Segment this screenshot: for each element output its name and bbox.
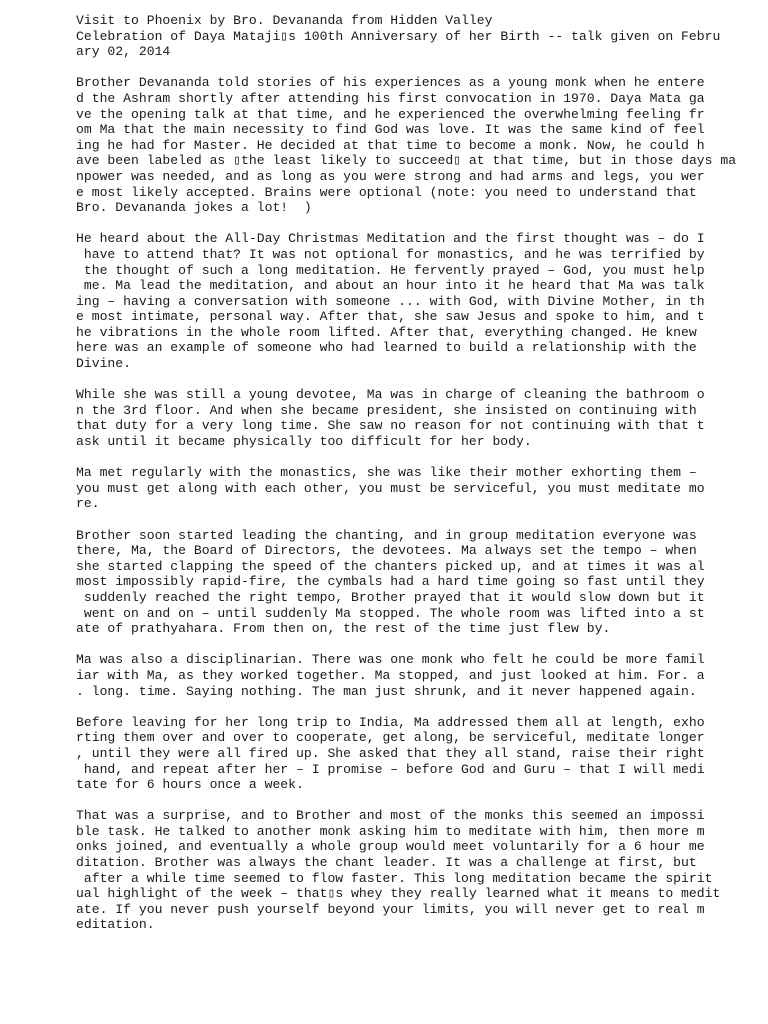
paragraph-line: you must get along with each other, you must be serviceful, you must meditate mo [76,480,705,496]
paragraph-line: . long. time. Saying nothing. The man just shrunk, and it never happened again. [76,683,697,699]
paragraph-line: ve the opening talk at that time, and he experienced the overwhelming feeling fr [76,106,705,122]
paragraph-line: e most intimate, personal way. After that, she saw Jesus and spoke to him, and t [76,309,705,325]
paragraph-line: after a while time seemed to flow faster. This long meditation became the spirit [76,870,713,886]
paragraph-line: Ma met regularly with the monastics, she was like their mother exhorting them – [76,465,697,481]
header-line: ary 02, 2014 [76,44,171,60]
paragraph-line: me. Ma lead the meditation, and about an hour into it he heard that Ma was talk [76,278,705,294]
paragraph-line: Ma was also a disciplinarian. There was one monk who felt he could be more famil [76,652,705,668]
paragraph-line: om Ma that the main necessity to find God was love. It was the same kind of feel [76,122,705,138]
paragraph-line: rting them over and over to cooperate, get along, be serviceful, meditate longer [76,730,705,746]
paragraph-line: Brother soon started leading the chanting, and in group meditation everyone was [76,527,697,543]
paragraph [76,715,756,793]
paragraph [76,528,756,637]
paragraph-line: ask until it became physically too difficult for her body. [76,434,532,450]
paragraph-line: ing – having a conversation with someone ... with God, with Divine Mother, in th [76,293,705,309]
paragraph-line: While she was still a young devotee, Ma was in charge of cleaning the bathroom o [76,387,705,403]
paragraph-line: have to attend that? It was not optional for monastics, and he was terrified by [76,246,705,262]
paragraph-line: suddenly reached the right tempo, Brother prayed that it would slow down but it [76,589,705,605]
paragraph-line: ing he had for Master. He decided at that time to become a monk. Now, he could h [76,137,705,153]
paragraph [76,465,756,512]
paragraph-line: npower was needed, and as long as you were strong and had arms and legs, you wer [76,168,705,184]
paragraph-line: d the Ashram shortly after attending his first convocation in 1970. Daya Mata ga [76,90,705,106]
paragraph-line: Brother Devananda told stories of his experiences as a young monk when he entere [76,75,705,91]
paragraph-line: there, Ma, the Board of Directors, the devotees. Ma always set the tempo – when [76,543,697,559]
document-page [76,13,756,949]
document-header [76,13,756,60]
paragraph-line: ate. If you never push yourself beyond your limits, you will never get to real m [76,901,705,917]
paragraph-line: ual highlight of the week – that▯s whey they really learned what it means to medit [76,886,721,902]
paragraph-line: hand, and repeat after her – I promise – before God and Guru – that I will medi [76,761,705,777]
paragraph-line: Divine. [76,356,132,372]
paragraph-line: the thought of such a long meditation. He fervently prayed – God, you must help [76,262,705,278]
paragraph-line: tate for 6 hours once a week. [76,777,304,793]
paragraph-line: most impossibly rapid-fire, the cymbals had a hard time going so fast until they [76,574,705,590]
paragraph-line: He heard about the All-Day Christmas Meditation and the first thought was – do I [76,231,705,247]
paragraph-line: ate of prathyahara. From then on, the rest of the time just flew by. [76,621,611,637]
paragraph [76,652,756,699]
paragraph-line: here was an example of someone who had learned to build a relationship with the [76,340,697,356]
header-line: Visit to Phoenix by Bro. Devananda from Hidden Valley [76,13,493,28]
paragraph-line: re. [76,496,100,512]
paragraph-line: went on and on – until suddenly Ma stopped. The whole room was lifted into a st [76,605,705,621]
paragraph-line: Before leaving for her long trip to India, Ma addressed them all at length, exho [76,714,705,730]
paragraph-line: ble task. He talked to another monk asking him to meditate with him, then more m [76,823,705,839]
paragraph-line: he vibrations in the whole room lifted. After that, everything changed. He knew [76,324,697,340]
paragraph-line: ave been labeled as ▯the least likely to succeed▯ at that time, but in those days ma [76,153,737,169]
paragraph-line: that duty for a very long time. She saw no reason for not continuing with that t [76,418,705,434]
paragraph-line: , until they were all fired up. She asked that they all stand, raise their right [76,745,705,761]
paragraph [76,75,756,215]
paragraph-line: e most likely accepted. Brains were optional (note: you need to understand that [76,184,697,200]
paragraph [76,808,756,933]
document-body [76,75,756,933]
paragraph-line: n the 3rd floor. And when she became president, she insisted on continuing with [76,402,697,418]
paragraph-line: That was a surprise, and to Brother and most of the monks this seemed an impossi [76,808,705,824]
paragraph-line: she started clapping the speed of the chanters picked up, and at times it was al [76,558,705,574]
paragraph-line: editation. [76,917,155,933]
paragraph-line: ditation. Brother was always the chant leader. It was a challenge at first, but [76,855,697,871]
paragraph [76,231,756,371]
paragraph-line: onks joined, and eventually a whole group would meet voluntarily for a 6 hour me [76,839,705,855]
paragraph-line: iar with Ma, as they worked together. Ma stopped, and just looked at him. For. a [76,667,705,683]
header-line: Celebration of Daya Mataji▯s 100th Anniversary of her Birth -- talk given on Febru [76,28,721,44]
paragraph-line: Bro. Devananda jokes a lot! ) [76,200,312,216]
paragraph [76,387,756,449]
